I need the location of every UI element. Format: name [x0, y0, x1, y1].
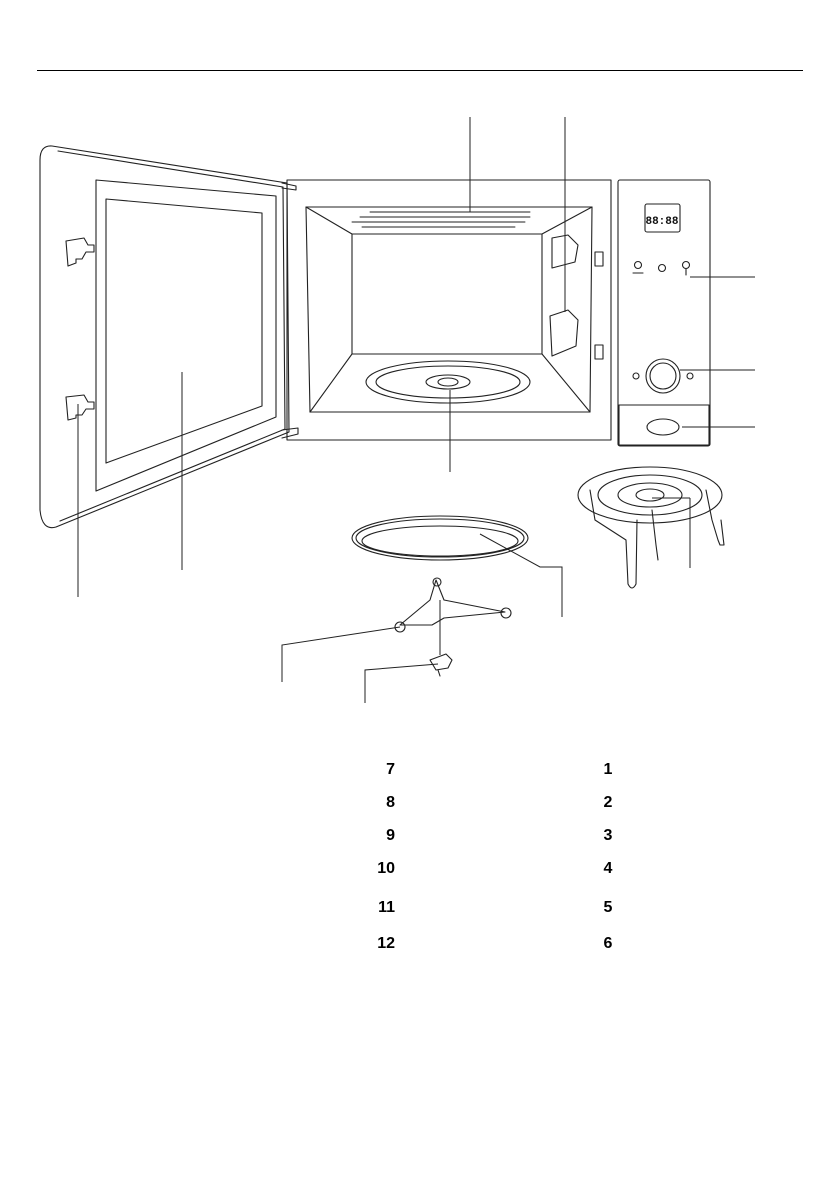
part-number-3: 3 — [603, 827, 613, 844]
coupler — [430, 654, 452, 676]
part-number-7: 7 — [386, 761, 395, 778]
leader-lines — [78, 117, 755, 703]
door-window — [96, 180, 276, 491]
door-latch-icon — [66, 238, 94, 420]
part-number-10: 10 — [377, 860, 395, 877]
part-number-5: 5 — [603, 899, 613, 916]
part-number-1: 1 — [603, 761, 613, 778]
control-dial-icon — [646, 359, 680, 393]
roller-ring — [395, 578, 511, 632]
cavity — [287, 180, 611, 440]
part-number-8: 8 — [386, 794, 395, 811]
door — [40, 146, 298, 528]
glass-tray — [352, 516, 528, 560]
part-number-9: 9 — [386, 827, 395, 844]
door-open-button — [647, 419, 679, 435]
clock-button-icon — [659, 265, 666, 272]
grill-vent — [352, 212, 530, 227]
display-digits: 88:88 — [645, 216, 679, 228]
start-button-icon — [683, 262, 690, 276]
part-number-2: 2 — [603, 794, 613, 811]
grill-rack — [578, 467, 724, 588]
part-number-4: 4 — [603, 860, 613, 877]
program-button-icon — [633, 262, 643, 274]
part-number-12: 12 — [377, 935, 395, 952]
leader-line-9 — [282, 627, 400, 682]
leader-line-10 — [365, 664, 438, 703]
part-number-11: 11 — [378, 899, 395, 916]
part-number-6: 6 — [603, 935, 613, 952]
